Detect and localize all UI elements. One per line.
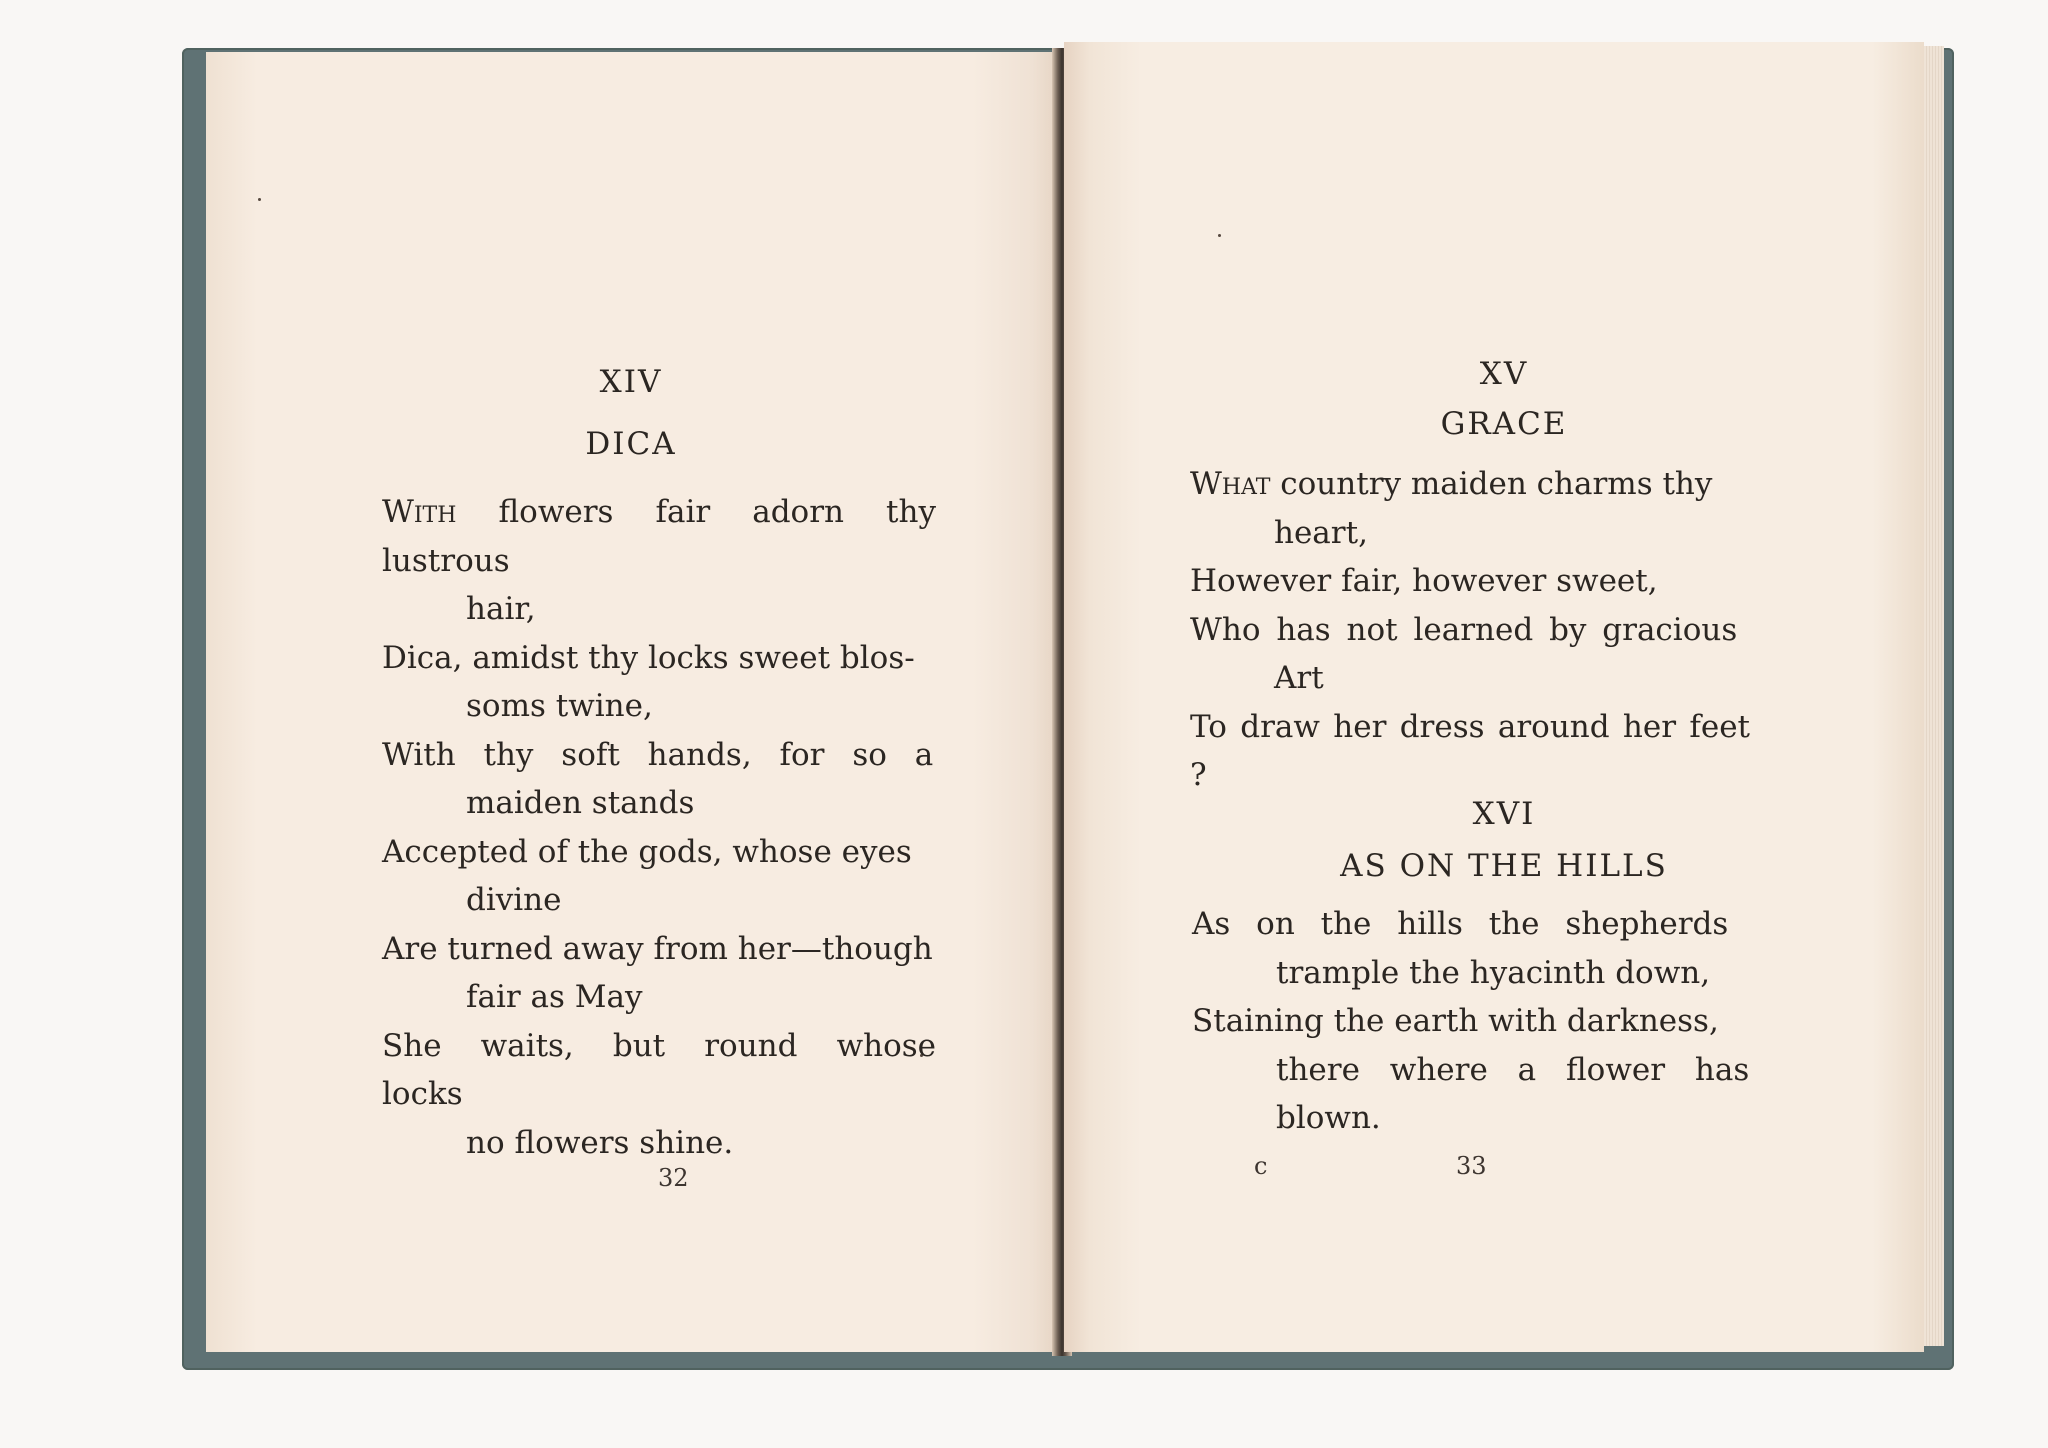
poem-title: AS ON THE HILLS xyxy=(1340,848,1668,884)
verse-line: heart, xyxy=(1274,514,1368,551)
verse-line: fair as May xyxy=(466,979,643,1015)
verse-line: Staining the earth with darkness, xyxy=(1192,1003,1719,1039)
verse-line-text: country maiden charms thy xyxy=(1270,466,1713,502)
right-page xyxy=(1064,42,1924,1352)
poem-body xyxy=(1192,900,1752,1143)
ink-speck xyxy=(1218,234,1221,237)
verse-line-text: flowers fair adorn thy lustrous xyxy=(382,494,936,579)
page-number: 32 xyxy=(658,1164,689,1192)
verse-line: However fair, however sweet, xyxy=(1190,563,1658,599)
poem-title: DICA xyxy=(585,426,677,462)
verse-line: She waits, but round whose locks xyxy=(382,1027,936,1112)
verse-line: there where a flower has xyxy=(1276,1051,1750,1088)
verse-line: maiden stands xyxy=(466,785,695,821)
left-page xyxy=(206,52,1058,1352)
verse-line: Dica, amidst thy locks sweet blos- xyxy=(382,639,915,676)
verse-line xyxy=(382,488,936,585)
poem-numeral: XVI xyxy=(1472,796,1536,832)
verse-line: blown. xyxy=(1276,1100,1381,1136)
verse-line: To draw her dress around her feet ? xyxy=(1190,708,1750,793)
verse-line: no flowers shine. xyxy=(466,1124,734,1161)
verse-line: trample the hyacinth down, xyxy=(1276,954,1711,991)
signature-mark: c xyxy=(1254,1152,1268,1180)
verse-line: Who has not learned by gracious xyxy=(1190,611,1738,648)
ink-speck xyxy=(258,198,261,201)
verse-line: Accepted of the gods, whose eyes xyxy=(382,833,912,870)
verse-line xyxy=(1190,460,1750,509)
verse-line: soms twine, xyxy=(466,688,653,724)
verse-line: Art xyxy=(1274,660,1324,696)
poem-title: GRACE xyxy=(1440,406,1568,442)
page-number: 33 xyxy=(1456,1152,1487,1180)
poem-body xyxy=(1190,460,1750,800)
poem-numeral: XIV xyxy=(599,364,663,400)
verse-line: As on the hills the shepherds xyxy=(1192,906,1729,942)
verse-initial-word: With xyxy=(382,494,457,530)
poem-numeral: XV xyxy=(1479,356,1529,392)
verse-line: divine xyxy=(466,882,562,918)
verse-line: hair, xyxy=(466,591,536,627)
verse-line: With thy soft hands, for so a xyxy=(382,736,934,773)
poem-body xyxy=(382,488,936,1167)
verse-initial-word: What xyxy=(1190,466,1271,502)
page-edges xyxy=(1924,46,1944,1346)
verse-line: Are turned away from her—though xyxy=(382,930,933,967)
